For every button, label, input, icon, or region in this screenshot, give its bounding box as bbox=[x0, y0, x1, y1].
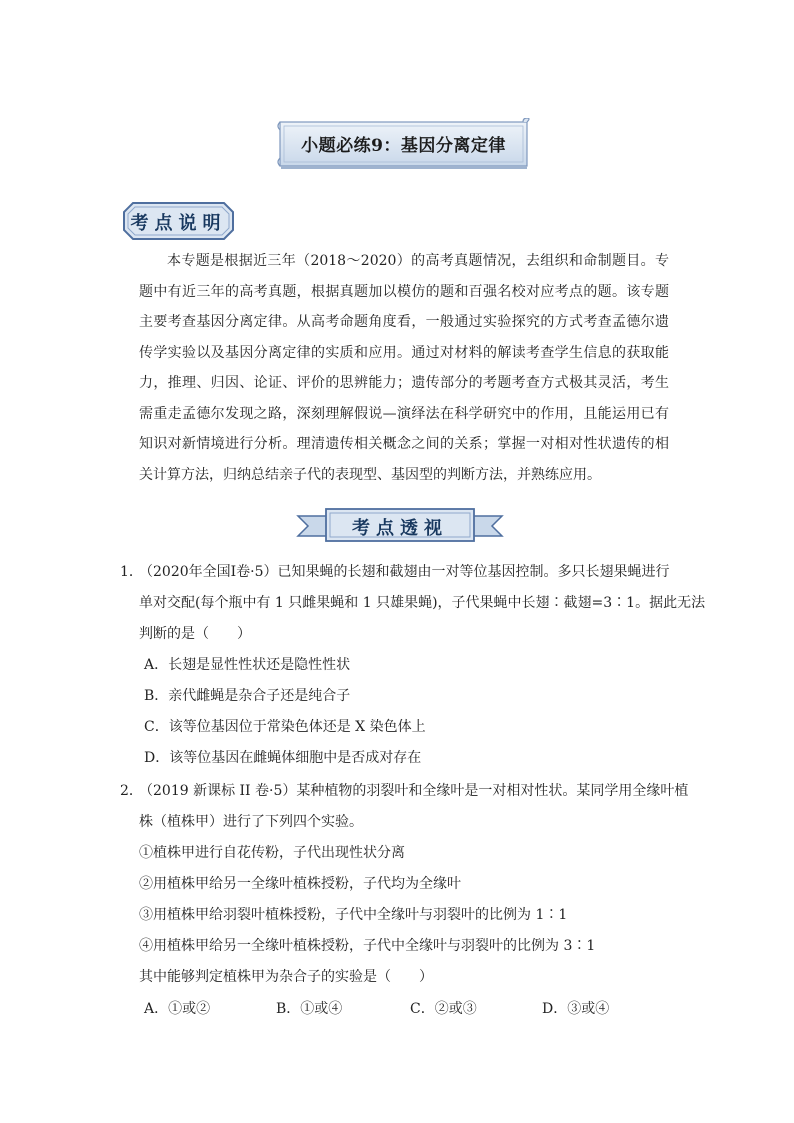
intro-paragraph: 本专题是根据近三年（2018～2020）的高考真题情况，去组织和命制题目。专题中有近三年的高考真题，根据真题加以模仿的题和百强名校对应考点的题。该专题主要考查基因分离定律。从高考命题角度看，一般通过实验探究的方式考查孟德尔遗传学实验以及基因分离定律的实质和应用。通过对材料的解读考查学生信息的获取能力，推理、归因、论证、评价的思辨能力；遗传部分的考题考查方式极其灵活，考生需重走孟德尔发现之路，深刻理解假说—演绎法在科学研究中的作用，且能运用已有知识对新情境进行分析。理清遗传相关概念之间的关系；掌握一对相对性状遗传的相关计算方法，归纳总结亲子代的表现型、基因型的判断方法，并熟练应用。 bbox=[139, 253, 669, 483]
question-2-option-d[interactable]: D．③或④ bbox=[542, 1001, 610, 1017]
question-1-stem-line-3: 判断的是（ ） bbox=[139, 626, 251, 642]
question-2-stem-line-2: 株（植株甲）进行了下列四个实验。 bbox=[139, 814, 363, 830]
section-badge-questions bbox=[296, 506, 504, 544]
question-2-option-b[interactable]: B．①或④ bbox=[276, 1001, 343, 1017]
section-badge-questions-label: 考点透视 bbox=[352, 518, 448, 539]
question-2-option-a[interactable]: A．①或② bbox=[144, 1001, 211, 1017]
question-2-experiment-1: ①植株甲进行自花传粉，子代出现性状分离 bbox=[139, 845, 405, 861]
question-2-option-c[interactable]: C．②或③ bbox=[410, 1001, 477, 1017]
question-1-option-b[interactable]: B．亲代雌蝇是杂合子还是纯合子 bbox=[144, 688, 351, 704]
question-1-option-c[interactable]: C．该等位基因位于常染色体还是 X 染色体上 bbox=[144, 719, 426, 735]
page-title: 小题必练9：基因分离定律 bbox=[301, 136, 506, 156]
question-2-experiment-4: ④用植株甲给另一全缘叶植株授粉，子代中全缘叶与羽裂叶的比例为 3∶1 bbox=[139, 938, 596, 954]
section-badge-intro bbox=[121, 200, 236, 242]
question-2-stem-line-1: （2019 新课标 II 卷·5）某种植物的羽裂叶和全缘叶是一对相对性状。某同学用全缘叶植 bbox=[139, 783, 689, 799]
title-scroll bbox=[276, 118, 531, 168]
question-2-experiment-2: ②用植株甲给另一全缘叶植株授粉，子代均为全缘叶 bbox=[139, 876, 461, 892]
question-1-stem-line-1: （2020年全国Ⅰ卷·5）已知果蝇的长翅和截翅由一对等位基因控制。多只长翅果蝇进行 bbox=[139, 564, 670, 580]
question-2-experiment-3: ③用植株甲给羽裂叶植株授粉，子代中全缘叶与羽裂叶的比例为 1∶1 bbox=[139, 907, 568, 923]
question-1-stem-line-2: 单对交配(每个瓶中有 1 只雌果蝇和 1 只雄果蝇)，子代果蝇中长翅∶截翅=3∶1。据此无法 bbox=[139, 595, 706, 611]
question-2-number: 2． bbox=[120, 783, 143, 799]
question-2-question: 其中能够判定植株甲为杂合子的实验是（ ） bbox=[139, 969, 433, 985]
question-1-option-a[interactable]: A．长翅是显性性状还是隐性性状 bbox=[144, 657, 351, 673]
question-1-option-d[interactable]: D．该等位基因在雌蝇体细胞中是否成对存在 bbox=[144, 750, 422, 766]
question-1-number: 1． bbox=[120, 564, 143, 580]
section-badge-intro-label: 考点说明 bbox=[130, 213, 227, 234]
